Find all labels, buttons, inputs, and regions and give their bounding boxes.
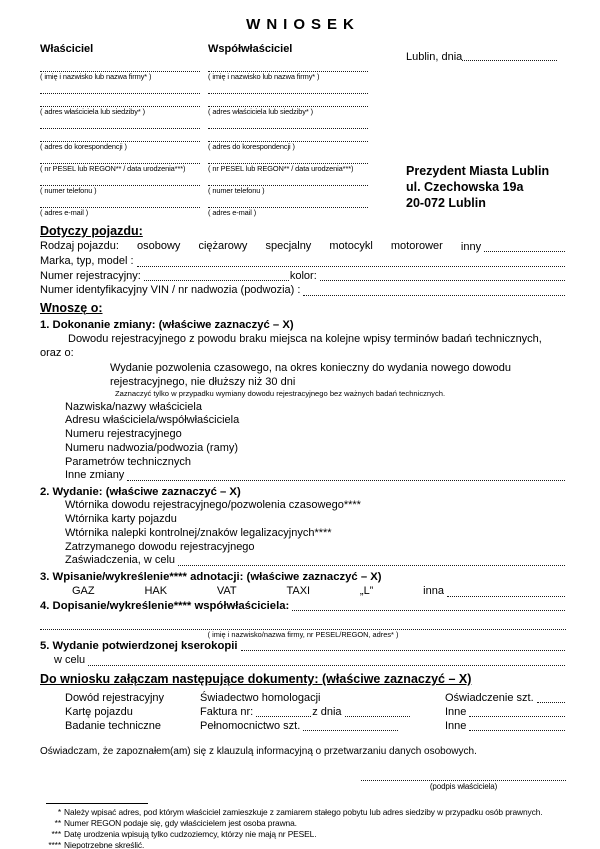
attachment-vehicle-card[interactable]: Kartę pojazdu xyxy=(65,705,133,718)
attachment-homologation-label[interactable]: Świadectwo homologacji xyxy=(200,691,321,704)
vehicle-type-option-ciezarowy[interactable]: ciężarowy xyxy=(198,240,248,252)
footnote-3 xyxy=(40,829,566,840)
attachments-heading: Do wniosku załączam następujące dokumenty: (właściwe zaznaczyć – X) xyxy=(40,671,472,686)
form-title: WNIOSEK xyxy=(246,16,360,33)
date-input[interactable] xyxy=(462,60,557,61)
coowner-name-input[interactable] xyxy=(208,63,368,72)
annotation-option-taxi[interactable]: TAXI xyxy=(286,585,311,598)
change-option-reg-number[interactable]: Numeru rejestracyjnego xyxy=(65,428,182,441)
attachment-invoice-date-label: z dnia xyxy=(312,705,342,718)
attachment-other-1-input[interactable] xyxy=(469,716,565,717)
annotation-options-row xyxy=(40,584,566,599)
owner-pesel-input[interactable] xyxy=(40,155,200,164)
footnote-1-marker: * xyxy=(57,807,61,818)
section5-purpose-row xyxy=(40,653,566,668)
owner-address-input[interactable] xyxy=(40,98,200,107)
temporary-permit-note: Zaznaczyć tylko w przypadku wymiany dowodu rejestracyjnego bez ważnych badań technicznych. xyxy=(115,388,446,398)
annotation-option-l[interactable]: „L” xyxy=(359,585,374,598)
attachment-other-2-row xyxy=(445,719,566,733)
section5-title: 5. Wydanie potwierdzonej kserokopii xyxy=(40,640,238,653)
issue-option-certificate-purpose-input[interactable] xyxy=(178,565,565,566)
issue-option-vehicle-card[interactable]: Wtórnika karty pojazdu xyxy=(65,513,177,526)
attachment-statement-label[interactable]: Oświadczenie szt. xyxy=(445,691,534,704)
owner-column xyxy=(40,43,200,217)
place-date-label: Lublin, dnia xyxy=(406,51,463,63)
issue-option-certificate-row xyxy=(65,554,566,568)
attachment-invoice-number-input[interactable] xyxy=(256,716,311,717)
vehicle-reg-row xyxy=(40,269,566,284)
coowner-address-input[interactable] xyxy=(208,98,368,107)
attachment-statement-qty-input[interactable] xyxy=(537,702,565,703)
change-option-other-row xyxy=(65,469,566,483)
vehicle-vin-input[interactable] xyxy=(303,295,565,296)
coowner-heading: Współwłaściciel xyxy=(208,43,293,55)
owner-address-caption: ( adres właściciela lub siedziby* ) xyxy=(40,107,145,116)
footnote-3-marker: *** xyxy=(51,828,61,839)
attachments-row-1 xyxy=(40,691,566,705)
vehicle-color-input[interactable] xyxy=(320,280,565,281)
section4-row xyxy=(40,599,566,613)
gdpr-declaration: Oświadczam, że zapoznałem(am) się z klauzulą informacyjną o przetwarzaniu danych osobowych. xyxy=(40,746,477,758)
attachments-row-2 xyxy=(40,705,566,719)
footnote-3-text: Datę urodzenia wpisują tylko cudzoziemcy, którzy nie mają nr PESEL. xyxy=(64,828,317,839)
section1-paragraph-cont: oraz o: xyxy=(40,347,74,359)
vehicle-vin-row xyxy=(40,283,566,298)
annotation-option-gaz[interactable]: GAZ xyxy=(72,585,95,598)
request-section-heading: Wnoszę o: xyxy=(40,300,103,315)
addressee-city: 20-072 Lublin xyxy=(406,196,486,210)
footnote-2-marker: ** xyxy=(54,818,61,829)
coowner-add-input[interactable] xyxy=(292,610,565,611)
attachment-invoice-label[interactable]: Faktura nr: xyxy=(200,705,254,718)
owner-name-input[interactable] xyxy=(40,63,200,72)
attachment-other-1-row xyxy=(445,705,566,719)
coowner-phone-input[interactable] xyxy=(208,177,368,186)
header-section xyxy=(40,43,566,217)
change-option-owner-address[interactable]: Adresu właściciela/współwłaściciela xyxy=(65,414,240,427)
owner-phone-caption: ( numer telefonu ) xyxy=(40,186,97,195)
addressee-street: ul. Czechowska 19a xyxy=(406,180,524,194)
vehicle-make-input[interactable] xyxy=(137,266,565,267)
coowner-mailing-address-input[interactable] xyxy=(208,133,368,142)
section1-title: 1. Dokonanie zmiany: (właściwe zaznaczyć – X) xyxy=(40,318,294,331)
vehicle-reg-label: Numer rejestracyjny: xyxy=(40,269,141,282)
addressee-block xyxy=(406,163,566,211)
change-option-tech-params[interactable]: Parametrów technicznych xyxy=(65,455,191,468)
annotation-option-vat[interactable]: VAT xyxy=(216,585,237,598)
issue-option-control-sticker[interactable]: Wtórnika nalepki kontrolnej/znaków legalizacyjnych**** xyxy=(65,526,332,539)
coowner-email-input[interactable] xyxy=(208,199,368,208)
attachment-registration-cert[interactable]: Dowód rejestracyjny xyxy=(65,691,165,704)
signature-input[interactable] xyxy=(361,772,566,781)
footnote-1 xyxy=(40,807,566,818)
footnote-4-marker: **** xyxy=(48,839,61,849)
coowner-column xyxy=(208,43,368,217)
footnote-4-text: Niepotrzebne skreślić. xyxy=(64,839,145,849)
owner-mailing-address-input[interactable] xyxy=(40,133,200,142)
vehicle-section-heading: Dotyczy pojazdu: xyxy=(40,224,143,238)
coowner-phone-caption: ( numer telefonu ) xyxy=(208,186,265,195)
issue-option-certificate-label[interactable]: Zaświadczenia, w celu xyxy=(65,554,176,567)
owner-email-input[interactable] xyxy=(40,199,200,208)
coowner-name-caption: ( imię i nazwisko lub nazwa firmy* ) xyxy=(208,72,320,81)
vehicle-type-other xyxy=(461,239,566,254)
attachment-invoice xyxy=(200,705,445,719)
attachment-tech-inspection[interactable]: Badanie techniczne xyxy=(65,720,162,733)
vehicle-type-label: Rodzaj pojazdu: xyxy=(40,240,119,252)
vehicle-type-option-motorower[interactable]: motorower xyxy=(390,240,443,252)
certified-copy-purpose-label: w celu xyxy=(54,654,86,667)
footnote-1-text: Należy wpisać adres, pod którym właściciel zamieszkuje z zamiarem stałego pobytu lub adres siedziby w przypadku osób prawnych. xyxy=(64,807,543,818)
vehicle-type-row xyxy=(40,239,566,254)
section1-paragraph[interactable]: Dowodu rejestracyjnego z powodu braku miejsca na kolejne wpisy terminów badań technicznych, xyxy=(68,332,542,345)
change-option-owner-name[interactable]: Nazwiska/nazwy właściciela xyxy=(65,400,202,413)
owner-name-input-2[interactable] xyxy=(40,85,200,94)
vehicle-make-row xyxy=(40,254,566,269)
owner-heading: Właściciel xyxy=(40,43,94,55)
change-option-other-label[interactable]: Inne zmiany xyxy=(65,469,125,482)
vehicle-make-label: Marka, typ, model : xyxy=(40,255,134,267)
temporary-permit-option[interactable]: Wydanie pozwolenia czasowego, na okres konieczny do wydania nowego dowodu rejestracyjnego, nie dłuższy niż 30 dni xyxy=(110,361,512,388)
section5-row xyxy=(40,639,566,653)
change-option-other-input[interactable] xyxy=(127,480,565,481)
attachment-other-1-label[interactable]: Inne xyxy=(445,705,467,718)
footnote-2-text: Numer REGON podaje się, gdy właścicielem jest osoba prawna. xyxy=(64,818,297,829)
vehicle-type-option-osobowy[interactable]: osobowy xyxy=(136,240,181,252)
owner-pesel-caption: ( nr PESEL lub REGON** / data urodzenia***) xyxy=(40,164,186,173)
coowner-add-caption: ( imię i nazwisko/nazwa firmy, nr PESEL/REGON, adres* ) xyxy=(207,630,399,640)
footnote-2 xyxy=(40,818,566,829)
section4-title: 4. Dopisanie/wykreślenie**** współwłaściciela: xyxy=(40,600,290,613)
footnote-4 xyxy=(40,840,566,849)
coowner-pesel-caption: ( nr PESEL lub REGON** / data urodzenia***) xyxy=(208,164,354,173)
coowner-mailing-address-caption: ( adres do korespondencji ) xyxy=(208,142,295,151)
owner-mailing-address-caption: ( adres do korespondencji ) xyxy=(40,142,127,151)
place-date-row xyxy=(406,51,566,63)
attachment-poa-label[interactable]: Pełnomocnictwo szt. xyxy=(200,720,301,733)
attachment-power-of-attorney xyxy=(200,719,445,733)
vehicle-reg-input[interactable] xyxy=(144,280,289,281)
signature-block xyxy=(361,772,566,791)
vehicle-type-option-specjalny[interactable]: specjalny xyxy=(265,240,312,252)
signature-caption: (podpis właściciela) xyxy=(429,782,498,792)
header-right-column xyxy=(376,43,566,217)
vehicle-type-option-motocykl[interactable]: motocykl xyxy=(329,240,373,252)
owner-phone-input[interactable] xyxy=(40,177,200,186)
annotation-option-hak[interactable]: HAK xyxy=(144,585,168,598)
vehicle-vin-label: Numer identyfikacyjny VIN / nr nadwozia (podwozia) : xyxy=(40,284,301,296)
attachment-invoice-date-input[interactable] xyxy=(345,716,410,717)
issue-option-duplicate-registration[interactable]: Wtórnika dowodu rejestracyjnego/pozwolenia czasowego**** xyxy=(65,499,361,512)
attachment-poa-qty-input[interactable] xyxy=(303,730,398,731)
attachment-homologation xyxy=(200,691,445,705)
issue-option-retained-registration[interactable]: Zatrzymanego dowodu rejestracyjnego xyxy=(65,540,255,553)
annotation-option-other-input[interactable] xyxy=(447,596,565,597)
attachment-statement-row xyxy=(445,691,566,705)
coowner-address-input-2[interactable] xyxy=(208,120,368,129)
footnote-separator xyxy=(46,803,148,804)
coowner-email-caption: ( adres e-mail ) xyxy=(208,208,257,217)
owner-email-caption: ( adres e-mail ) xyxy=(40,208,89,217)
coowner-pesel-input[interactable] xyxy=(208,155,368,164)
certified-copy-input[interactable] xyxy=(241,650,565,651)
section2-title: 2. Wydanie: (właściwe zaznaczyć – X) xyxy=(40,486,241,499)
coowner-add-input-2[interactable] xyxy=(40,621,566,630)
change-option-body-number[interactable]: Numeru nadwozia/podwozia (ramy) xyxy=(65,441,239,454)
section3-title: 3. Wpisanie/wykreślenie**** adnotacji: (właściwe zaznaczyć – X) xyxy=(40,571,382,584)
annotation-option-other-label[interactable]: inna xyxy=(423,585,444,598)
attachments-row-3 xyxy=(40,719,566,733)
owner-name-caption: ( imię i nazwisko lub nazwa firmy* ) xyxy=(40,72,152,81)
addressee-name: Prezydent Miasta Lublin xyxy=(406,164,550,178)
owner-address-input-2[interactable] xyxy=(40,120,200,129)
coowner-address-caption: ( adres właściciela lub siedziby* ) xyxy=(208,107,313,116)
vehicle-color-label: kolor: xyxy=(289,269,317,282)
certified-copy-purpose-input[interactable] xyxy=(88,665,565,666)
attachment-other-2-input[interactable] xyxy=(469,730,565,731)
vehicle-type-other-input[interactable] xyxy=(484,251,565,252)
coowner-name-input-2[interactable] xyxy=(208,85,368,94)
vehicle-type-other-label[interactable]: inny xyxy=(460,240,482,253)
attachment-other-2-label[interactable]: Inne xyxy=(445,720,467,733)
